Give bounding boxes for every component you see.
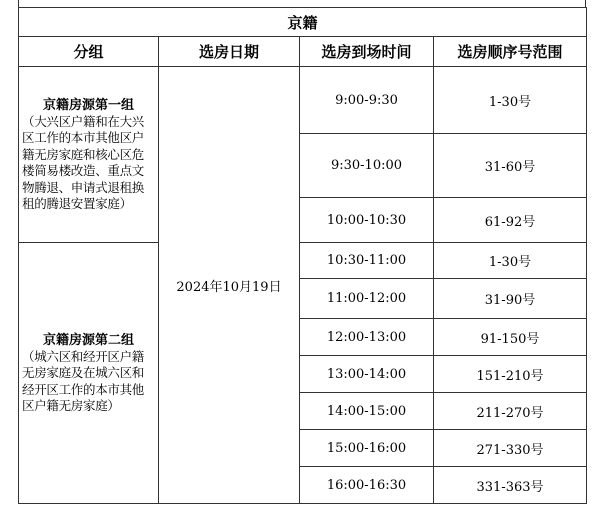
- arrival-time: 11:00-12:00: [300, 279, 434, 319]
- sequence-range: 271-330号: [434, 430, 587, 467]
- header-row: [19, 37, 587, 67]
- sequence-range: 1-30号: [434, 243, 587, 279]
- group-2-description: （城六区和经开区户籍无房家庭及在城六区和经开区工作的本市其他区户籍无房家庭）: [22, 348, 145, 413]
- sequence-range: 61-92号: [434, 198, 587, 243]
- title-row: [19, 8, 587, 37]
- arrival-time: 16:00-16:30: [300, 467, 434, 504]
- header-sequence-range: 选房顺序号范围: [434, 37, 587, 67]
- group-1-description: （大兴区户籍和在大兴区工作的本市其他区户籍无房家庭和核心区危楼简易楼改造、重点文物腾退、申请式退租换租的腾退安置家庭）: [22, 113, 145, 211]
- arrival-time: 15:00-16:00: [300, 430, 434, 467]
- group-2-cell: [19, 243, 159, 504]
- sequence-range: 1-30号: [434, 67, 587, 134]
- housing-selection-schedule-table: [18, 7, 587, 504]
- header-group: 分组: [19, 37, 159, 67]
- arrival-time: 12:00-13:00: [300, 319, 434, 356]
- table-top-strip: [18, 0, 586, 7]
- sequence-range: 211-270号: [434, 393, 587, 430]
- group-1-cell: [19, 67, 159, 243]
- header-arrival-time: 选房到场时间: [300, 37, 434, 67]
- arrival-time: 10:30-11:00: [300, 243, 434, 279]
- sequence-range: 31-90号: [434, 279, 587, 319]
- arrival-time: 9:00-9:30: [300, 67, 434, 134]
- table-title: 京籍: [19, 8, 587, 37]
- table-row: [19, 243, 587, 279]
- sequence-range: 31-60号: [434, 134, 587, 198]
- arrival-time: 14:00-15:00: [300, 393, 434, 430]
- table-row: [19, 67, 587, 134]
- group-2-name: 京籍房源第二组: [42, 332, 134, 348]
- arrival-time: 9:30-10:00: [300, 134, 434, 198]
- group-1-name: 京籍房源第一组: [42, 97, 134, 113]
- header-date: 选房日期: [159, 37, 300, 67]
- sequence-range: 91-150号: [434, 319, 587, 356]
- sequence-range: 331-363号: [434, 467, 587, 504]
- sequence-range: 151-210号: [434, 356, 587, 393]
- arrival-time: 10:00-10:30: [300, 198, 434, 243]
- selection-date: 2024年10月19日: [159, 67, 300, 504]
- arrival-time: 13:00-14:00: [300, 356, 434, 393]
